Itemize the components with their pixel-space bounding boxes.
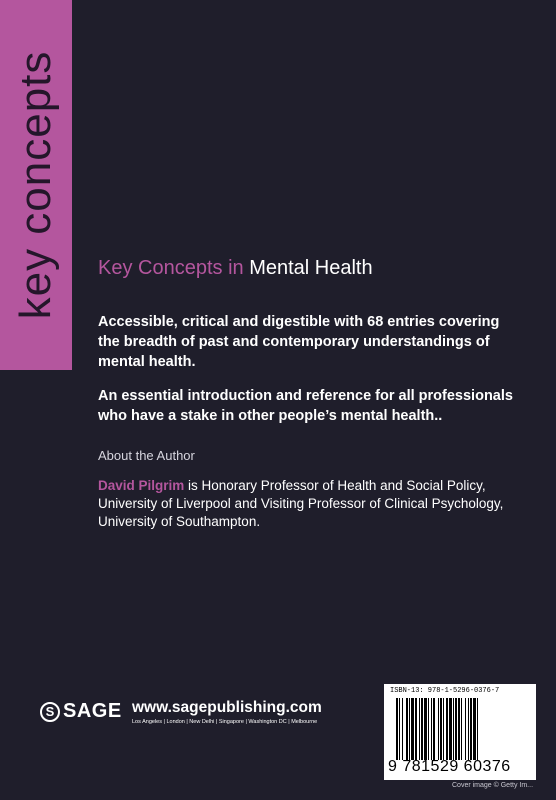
blurb-paragraph-2: An essential introduction and reference for all professionals who have a stake in other people’s mental health.. bbox=[98, 388, 513, 424]
isbn-label: ISBN-13: 978-1-5296-0376-7 bbox=[390, 687, 500, 695]
side-band bbox=[0, 0, 72, 370]
blurb-paragraph-1: Accessible, critical and digestible with 68 entries covering the breadth of past and contemporary understandings of mental health. bbox=[98, 314, 500, 370]
publisher-cities: Los Angeles | London | New Delhi | Singapore | Washington DC | Melbourne bbox=[132, 719, 318, 725]
sage-logo bbox=[40, 700, 122, 723]
publisher-website: www.sagepublishing.com bbox=[132, 699, 322, 716]
sage-logo-icon: S bbox=[40, 702, 60, 722]
barcode-box bbox=[384, 684, 536, 780]
author-bio bbox=[98, 477, 538, 531]
sage-logo-text: SAGE bbox=[63, 700, 122, 722]
author-bio-text: is Honorary Professor of Health and Social Policy, University of Liverpool and Visiting Professor of Clinical Psychology, University of Southampton. bbox=[98, 478, 504, 529]
cover-image-credit: Cover image © Getty Im... bbox=[452, 782, 534, 789]
barcode-icon bbox=[396, 698, 524, 760]
about-author-heading: About the Author bbox=[98, 448, 195, 463]
author-name: David Pilgrim bbox=[98, 478, 185, 493]
title-subject: Mental Health bbox=[249, 257, 373, 279]
series-label: key concepts bbox=[11, 50, 60, 320]
barcode-digits: 9 781529 60376 bbox=[388, 758, 511, 775]
book-title bbox=[98, 257, 373, 280]
title-prefix: Key Concepts in bbox=[98, 257, 250, 279]
